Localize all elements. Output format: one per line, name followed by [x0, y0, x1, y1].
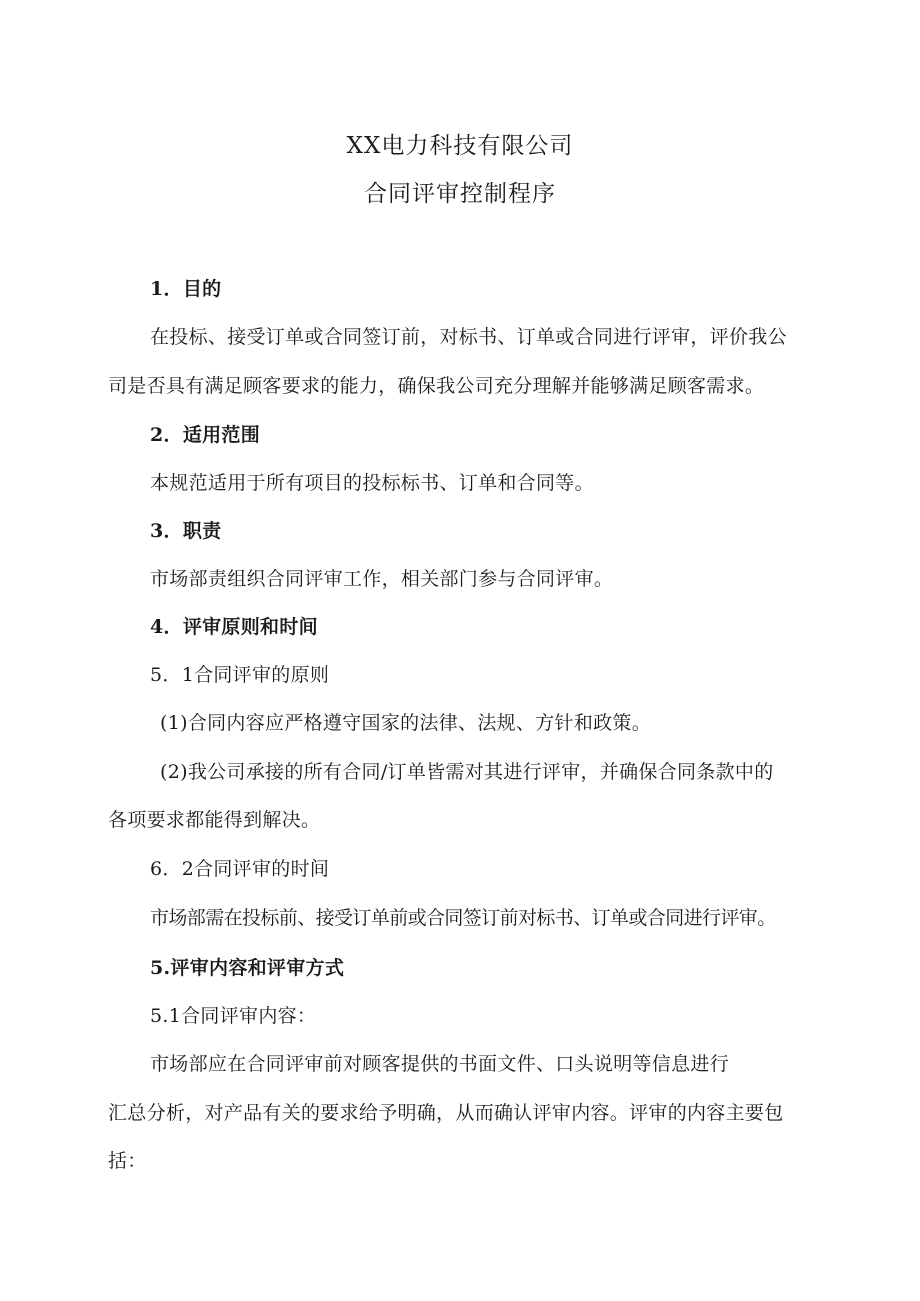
section-1-paragraph-line-1: 在投标、接受订单或合同签订前，对标书、订单或合同进行评审，评价我公: [150, 326, 787, 348]
section-4-2-paragraph: 市场部需在投标前、接受订单前或合同签订前对标书、订单或合同进行评审。: [150, 907, 776, 929]
section-3-heading: 3．职责: [150, 520, 222, 542]
section-4-1-item-2-line-1: (2)我公司承接的所有合同/订单皆需对其进行评审，并确保合同条款中的: [160, 761, 774, 783]
section-4-1-heading: 5．1合同评审的原则: [150, 664, 330, 686]
section-4-2-heading: 6．2合同评审的时间: [150, 858, 330, 880]
section-4-1-item-2-line-2: 各项要求都能得到解决。: [108, 809, 321, 831]
section-5-1-paragraph-line-1: 市场部应在合同评审前对顾客提供的书面文件、口头说明等信息进行: [150, 1053, 730, 1075]
company-name: XX电力科技有限公司: [346, 133, 574, 159]
section-4-heading: 4．评审原则和时间: [150, 616, 318, 638]
section-5-heading: 5.评审内容和评审方式: [150, 957, 345, 979]
document-title: 合同评审控制程序: [364, 181, 556, 207]
section-1-heading: 1．目的: [150, 278, 222, 300]
section-2-heading: 2．适用范围: [150, 424, 261, 446]
section-2-paragraph: 本规范适用于所有项目的投标标书、订单和合同等。: [150, 472, 594, 494]
section-4-1-item-1: (1)合同内容应严格遵守国家的法律、法规、方针和政策。: [160, 712, 652, 734]
section-5-1-heading: 5.1合同评审内容：: [150, 1005, 317, 1027]
section-1-paragraph-line-2: 司是否具有满足顾客要求的能力，确保我公司充分理解并能够满足顾客需求。: [108, 375, 765, 397]
section-5-1-paragraph-line-2: 汇总分析，对产品有关的要求给予明确，从而确认评审内容。评审的内容主要包: [108, 1102, 784, 1124]
section-3-paragraph: 市场部责组织合同评审工作，相关部门参与合同评审。: [150, 568, 614, 590]
section-5-1-paragraph-line-3: 括：: [108, 1150, 147, 1172]
